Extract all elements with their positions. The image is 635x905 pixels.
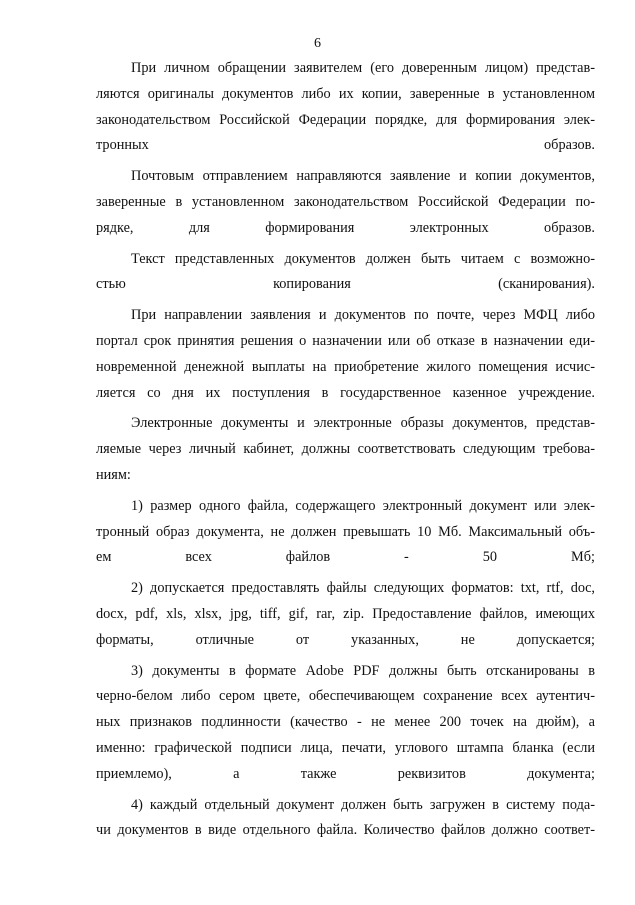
text-line: рядке, для формирования электронных образов. <box>96 219 595 236</box>
text-line: тронных образов. <box>96 137 595 154</box>
text-line: именно: графической подписи лица, печати, углового штампа бланка (если <box>96 739 595 756</box>
text-line: Текст представленных документов должен быть читаем с возможно- <box>131 250 595 267</box>
page-number: 6 <box>314 36 321 51</box>
text-line: чи документов в виде отдельного файла. Количество файлов должно соответ- <box>96 822 595 839</box>
text-line: 4) каждый отдельный документ должен быть загружен в систему пода- <box>131 796 595 813</box>
text-line: При личном обращении заявителем (его доверенным лицом) представ- <box>131 60 595 76</box>
paragraph <box>96 247 595 299</box>
text-line: 3) документы в формате Adobe PDF должны быть отсканированы в <box>131 662 595 679</box>
paragraph <box>96 659 595 788</box>
text-line: 2) допускается предоставлять файлы следующих форматов: txt, rtf, doc, <box>131 580 595 597</box>
paragraph <box>96 56 595 159</box>
document-body <box>96 56 595 849</box>
text-line: форматы, отличные от указанных, не допускается; <box>96 631 595 648</box>
text-line: При направлении заявления и документов по почте, через МФЦ либо <box>131 307 595 324</box>
paragraph <box>96 793 595 845</box>
paragraph <box>96 164 595 241</box>
text-line: черно-белом либо сером цвете, обеспечивающем сохранение всех аутентич- <box>96 688 595 705</box>
text-line: новременной денежной выплаты на приобретение жилого помещения исчис- <box>96 358 595 375</box>
text-line: стью копирования (сканирования). <box>96 276 595 293</box>
text-line: ниям: <box>96 466 131 483</box>
paragraph <box>96 576 595 653</box>
text-line: законодательством Российской Федерации порядке, для формирования элек- <box>96 111 595 128</box>
text-line: приемлемо), а также реквизитов документа; <box>96 765 595 782</box>
text-line: тронный образ документа, не должен превышать 10 Мб. Максимальный объ- <box>96 523 595 540</box>
text-line: Почтовым отправлением направляются заявление и копии документов, <box>131 168 595 185</box>
paragraph <box>96 494 595 571</box>
text-line: заверенные в установленном законодательством Российской Федерации по- <box>96 193 595 210</box>
text-line: ляется со дня их поступления в государственное казенное учреждение. <box>96 384 595 401</box>
text-line: 1) размер одного файла, содержащего электронный документ или элек- <box>131 497 595 514</box>
text-line: ных признаков подлинности (качество - не менее 200 точек на дюйм), а <box>96 714 595 731</box>
text-line: Электронные документы и электронные образы документов, представ- <box>131 415 595 432</box>
text-line: docx, pdf, xls, xlsx, jpg, tiff, gif, rar, zip. Предоставление файлов, имеющих <box>96 605 595 622</box>
paragraph <box>96 303 595 406</box>
text-line: ем всех файлов - 50 Мб; <box>96 549 595 566</box>
text-line: портал срок принятия решения о назначении или об отказе в назначении еди- <box>96 332 595 349</box>
paragraph <box>96 411 595 488</box>
text-line: ляемые через личный кабинет, должны соответствовать следующим требова- <box>96 441 595 458</box>
text-line: ляются оригиналы документов либо их копии, заверенные в установленном <box>96 85 595 102</box>
